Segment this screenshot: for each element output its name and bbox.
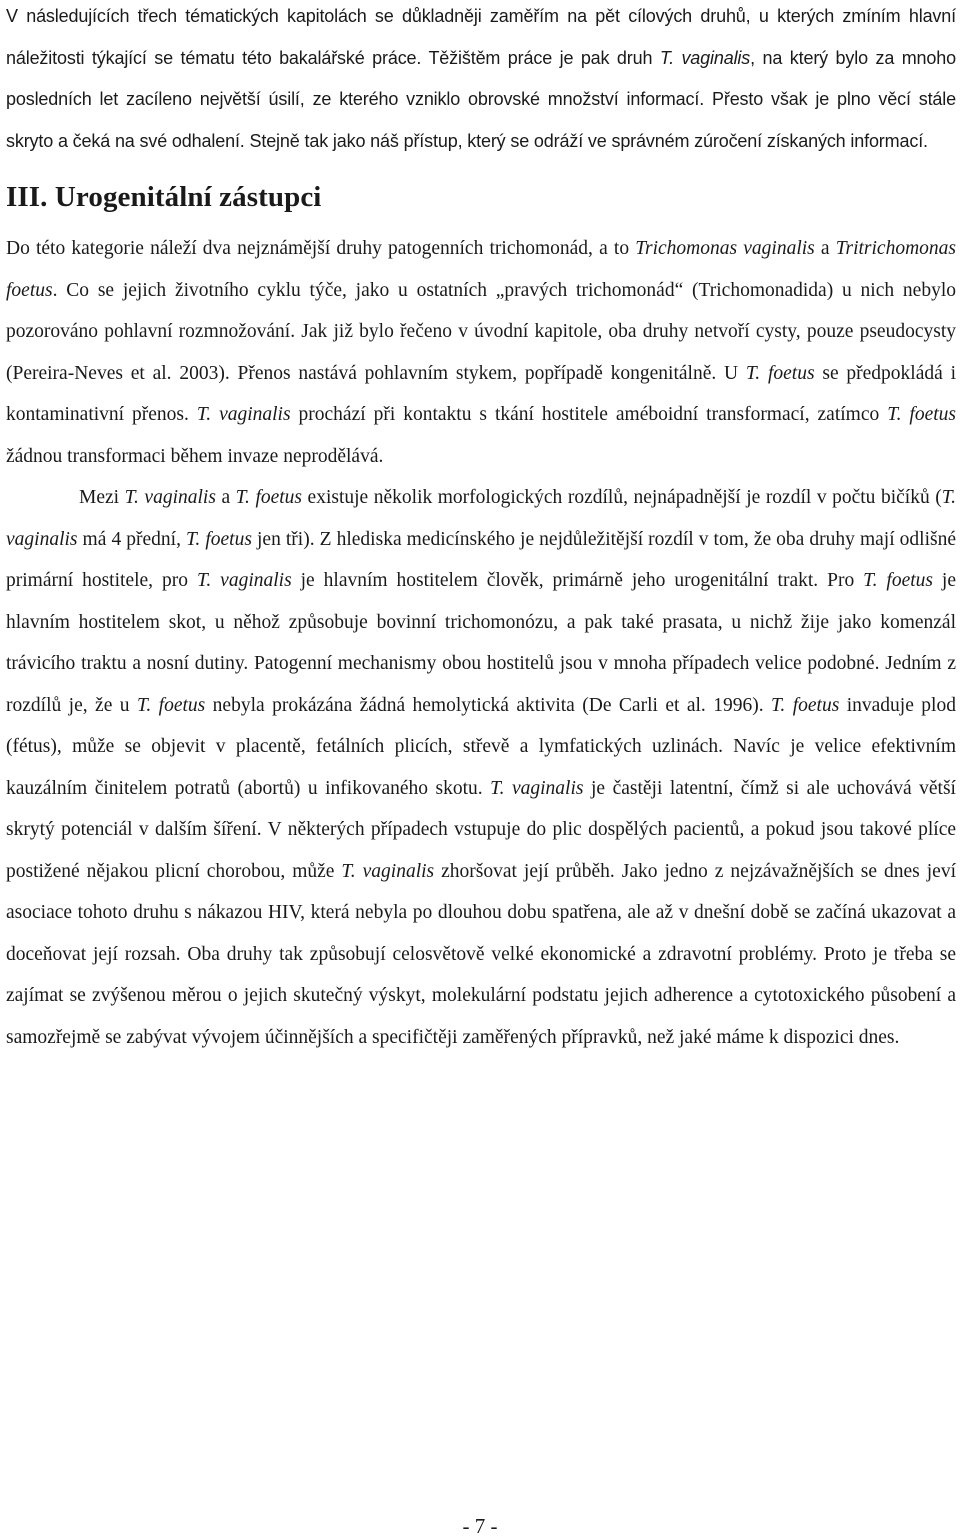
p1-text-6: žádnou transformaci během invaze neprodělává. bbox=[6, 445, 384, 467]
p2-text-2: a bbox=[215, 487, 236, 508]
p2-text-10: je častěji latentní, čímž si ale uchovává větší skrytý potenciál v dalším šíření. V některých případech vstupuje do plic dospělých pacientů, a pokud jsou takové plíce postižené nějakou plicní chorobou, může bbox=[6, 777, 956, 882]
p2-text-4: má 4 přední, bbox=[77, 528, 187, 550]
intro-italic-species: T. vaginalis bbox=[659, 47, 751, 68]
p2-italic-3: T. vaginalis bbox=[6, 487, 957, 550]
p1-italic-4: T. vaginalis bbox=[196, 404, 291, 425]
p2-italic-5: T. vaginalis bbox=[196, 570, 292, 591]
p2-text-1: Mezi bbox=[79, 487, 125, 508]
p1-italic-1: Trichomonas vaginalis bbox=[635, 238, 815, 259]
paragraph-2 bbox=[6, 477, 956, 1058]
p2-text-3: existuje několik morfologických rozdílů, nejnápadnější je rozdíl v počtu bičíků ( bbox=[302, 487, 942, 508]
section-heading: III. Urogenitální zástupci bbox=[6, 181, 322, 213]
p1-italic-3: T. foetus bbox=[745, 362, 815, 384]
p2-text-9: invaduje plod (fétus), může se objevit v placentě, fetálních plicích, střevě a lymfatických uzlinách. Navíc je velice efektivním kauzálním činitelem potratů (abortů) u infikovaného skotu. bbox=[6, 694, 956, 799]
p2-italic-4: T. foetus bbox=[186, 528, 252, 550]
p2-italic-7: T. foetus bbox=[136, 694, 206, 716]
p2-text-6: je hlavním hostitelem člověk, primárně jeho urogenitální trakt. Pro bbox=[291, 570, 864, 591]
p2-text-11: zhoršovat její průběh. Jako jedno z nejzávažnějších se dnes jeví asociace tohoto druhu s nákazou HIV, která nebyla po dlouhou dobu spatřena, ale až v dnešní době se začíná ukazovat a doceňovat její rozsah. Oba druhy tak způsobují celosvětově velké ekonomické a zdravotní problémy. Proto je třeba se zajímat se zvýšenou měrou o jejich skutečný výskyt, molekulární podstatu jejich adherence a cytotoxického působení a samozřejmě se zabývat vývojem účinnějších a specifičtěji zaměřených přípravků, než jaké máme k dispozici dnes. bbox=[6, 860, 956, 1048]
p2-text-5: jen tři). Z hlediska medicínského je nejdůležitější rozdíl v tom, že oba druhy mají odlišné primární hostitele, pro bbox=[6, 528, 957, 591]
p2-italic-8: T. foetus bbox=[771, 694, 840, 716]
paragraph-1 bbox=[6, 228, 956, 477]
p2-text-7: je hlavním hostitelem skot, u něhož způsobuje bovinní trichomonózu, a pak také prasata, u nichž žije jako komenzál trávicího traktu a nosní dutiny. Patogenní mechanismy obou hostitelů jsou v mnoha případech velice podobné. Jedním z rozdílů je, že u bbox=[6, 570, 957, 716]
p2-italic-9: T. vaginalis bbox=[490, 777, 584, 799]
page-number: - 7 - bbox=[462, 1514, 498, 1538]
intro-text-2: , na který bylo za mnoho posledních let zacíleno největší úsilí, ze kterého vzniklo obrovské množství informací. Přesto však je plno věcí stále skryto a čeká na své odhalení. Stejně tak jako náš přístup, který se odráží ve správném zúročení získaných informací. bbox=[6, 47, 956, 151]
p1-italic-2: Tritrichomonas foetus bbox=[6, 238, 956, 301]
p2-text-8: nebyla prokázána žádná hemolytická aktivita (De Carli et al. 1996). bbox=[205, 694, 772, 716]
p1-text-2: a bbox=[814, 238, 836, 259]
p1-text-4: se předpokládá i kontaminativní přenos. bbox=[6, 362, 956, 425]
intro-text-1: V následujících třech tématických kapitolách se důkladněji zaměřím na pět cílových druhů, u kterých zmíním hlavní náležitosti týkající se tématu této bakalářské práce. Těžištěm práce je pak druh bbox=[6, 6, 956, 68]
intro-paragraph bbox=[6, 0, 956, 162]
p2-italic-10: T. vaginalis bbox=[341, 860, 435, 882]
p2-italic-2: T. foetus bbox=[235, 487, 303, 508]
p1-text-3: . Co se jejich životního cyklu týče, jako u ostatních „pravých trichomonád“ (Trichomonadida) u nich nebylo pozorováno pohlavní rozmnožování. Jak již bylo řečeno v úvodní kapitole, oba druhy netvoří cysty, pouze pseudocysty (Pereira-Neves et al. 2003). Přenos nastává pohlavním stykem, popřípadě kongenitálně. U bbox=[6, 279, 956, 384]
p1-text-5: prochází při kontaktu s tkání hostitele améboidní transformací, zatímco bbox=[290, 404, 888, 425]
p2-italic-1: T. vaginalis bbox=[124, 487, 216, 508]
p1-italic-5: T. foetus bbox=[887, 404, 957, 425]
p1-text-1: Do této kategorie náleží dva nejznámější druhy patogenních trichomonád, a to bbox=[6, 238, 636, 259]
p2-italic-6: T. foetus bbox=[863, 570, 933, 591]
document-page bbox=[6, 0, 956, 1058]
